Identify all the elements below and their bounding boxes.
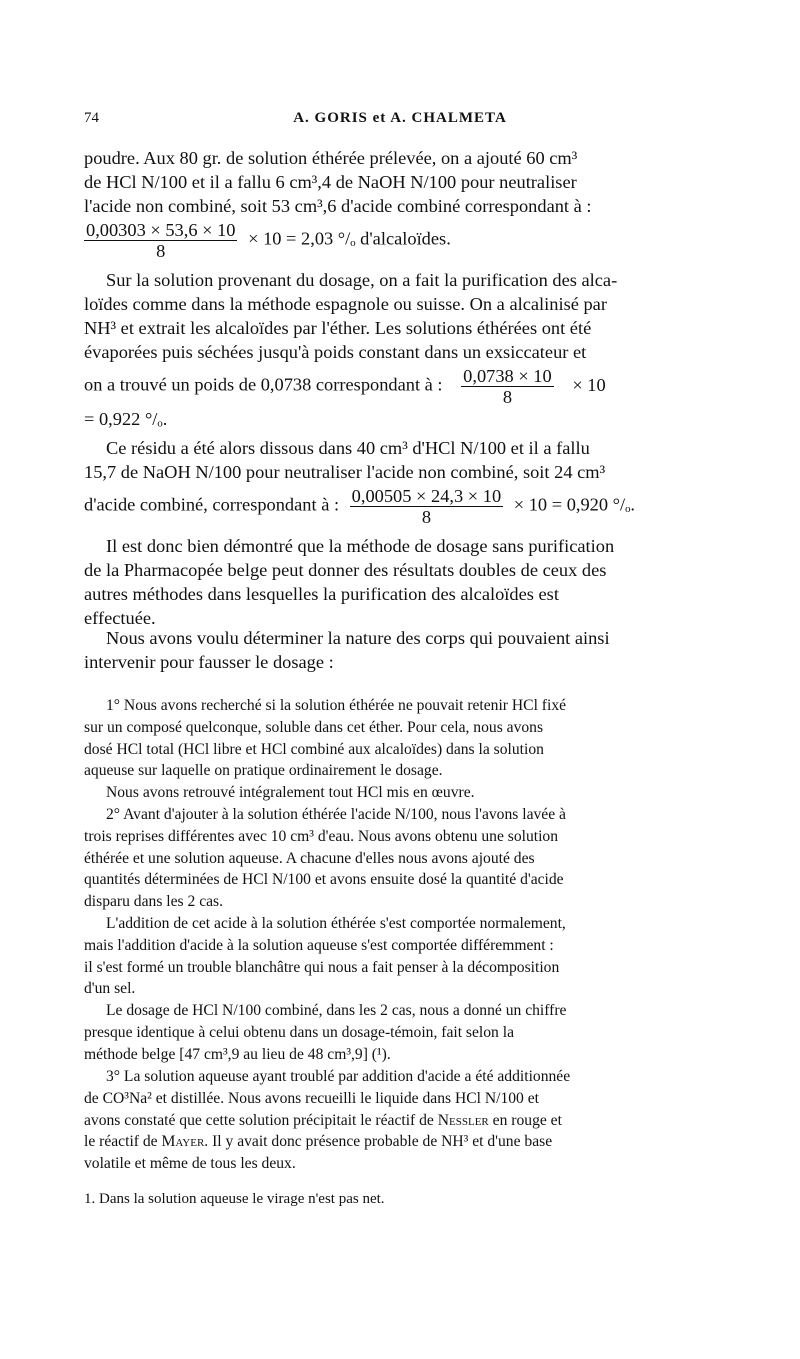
- text-line: de la Pharmacopée belge peut donner des résultats doubles de ceux des: [84, 560, 607, 580]
- text-span: le réactif de: [84, 1133, 162, 1151]
- paragraph-5: [84, 626, 716, 674]
- reagent-name: Mayer: [161, 1133, 205, 1151]
- fraction-denominator: 8: [156, 241, 166, 261]
- fraction: [461, 366, 554, 407]
- text-line: d'acide combiné, correspondant à :: [84, 494, 340, 515]
- text-line: loïdes comme dans la méthode espagnole ou suisse. On a alcalinisé par: [84, 294, 607, 314]
- page-number: 74: [84, 110, 99, 126]
- text-line: sur un composé quelconque, soluble dans cet éther. Pour cela, nous avons: [84, 718, 544, 736]
- text-line: volatile et même de tous les deux.: [84, 1155, 296, 1173]
- text-line: L'addition de cet acide à la solution éthérée s'est comportée normalement,: [106, 915, 566, 932]
- text-line: Nous avons retrouvé intégralement tout HCl mis en œuvre.: [106, 784, 475, 802]
- reagent-name: Nessler: [437, 1111, 489, 1129]
- paragraph-3: [84, 436, 716, 527]
- fraction-denominator: 8: [502, 387, 513, 407]
- text-line: autres méthodes dans lesquelles la purification des alcaloïdes est: [84, 584, 559, 604]
- paragraph-2: [84, 268, 716, 431]
- formula-line: [84, 366, 716, 407]
- text-line: méthode belge [47 cm³,9 au lieu de 48 cm³,9] (¹).: [84, 1045, 391, 1063]
- text-line: évaporées puis séchées jusqu'à poids constant dans un exsiccateur et: [84, 342, 587, 362]
- text-span: en rouge et: [488, 1111, 562, 1129]
- text-line: quantités déterminées de HCl N/100 et avons ensuite dosé la quantité d'acide: [84, 871, 564, 889]
- text-line: 15,7 de NaOH N/100 pour neutraliser l'acide non combiné, soit 24 cm³: [84, 462, 606, 482]
- fraction-numerator: 0,00303 × 53,6 × 10: [86, 220, 236, 240]
- running-header: [84, 110, 716, 134]
- text-line: effectuée.: [84, 608, 156, 628]
- text-line: l'acide non combiné, soit 53 cm³,6 d'acide combiné correspondant à :: [84, 196, 592, 216]
- text-line: trois reprises différentes avec 10 cm³ d'eau. Nous avons obtenu une solution: [84, 827, 559, 845]
- text-line: disparu dans les 2 cas.: [84, 893, 224, 911]
- text-line: intervenir pour fausser le dosage :: [84, 652, 334, 672]
- text-line: = 0,922 °/ₒ.: [84, 409, 168, 429]
- paragraph-1: [84, 146, 716, 261]
- text-line: il s'est formé un trouble blanchâtre qui nous a fait penser à la décomposition: [84, 958, 560, 976]
- text-line: éthérée et une solution aqueuse. A chacune d'elles nous avons ajouté des: [84, 849, 535, 867]
- formula-line: [84, 220, 716, 261]
- text-line: on a trouvé un poids de 0,0738 correspondant à :: [84, 374, 443, 395]
- formula-result: × 10: [572, 374, 606, 395]
- text-line: dosé HCl total (HCl libre et HCl combiné aux alcaloïdes) dans la solution: [84, 740, 544, 758]
- text-line: aqueuse sur laquelle on pratique ordinairement le dosage.: [84, 762, 443, 780]
- paragraph-4: [84, 534, 716, 630]
- fraction: [84, 220, 237, 261]
- text-line: 2° Avant d'ajouter à la solution éthérée l'acide N/100, nous l'avons lavée à: [106, 806, 566, 823]
- formula-result: × 10 = 2,03 °/ₒ d'alcaloïdes.: [248, 228, 451, 249]
- text-line: presque identique à celui obtenu dans un dosage-témoin, fait selon la: [84, 1023, 515, 1041]
- fraction-denominator: 8: [421, 507, 432, 527]
- text-line: d'un sel.: [84, 980, 136, 998]
- text-line: 1° Nous avons recherché si la solution éthérée ne pouvait retenir HCl fixé: [106, 697, 567, 714]
- text-line: de CO³Na² et distillée. Nous avons recueilli le liquide dans HCl N/100 et: [84, 1089, 539, 1107]
- text-line: [84, 1131, 716, 1153]
- fraction: [350, 486, 503, 527]
- text-line: poudre. Aux 80 gr. de solution éthérée prélevée, on a ajouté 60 cm³: [84, 148, 578, 168]
- text-line: Il est donc bien démontré que la méthode de dosage sans purification: [106, 536, 615, 556]
- section-3: [84, 913, 716, 1000]
- formula-line: [84, 486, 716, 527]
- section-5: [84, 1066, 716, 1175]
- text-line: mais l'addition d'acide à la solution aqueuse s'est comportée différemment :: [84, 936, 554, 954]
- text-span: . Il y avait donc présence probable de NH³ et d'une base: [204, 1133, 553, 1151]
- text-line: Nous avons voulu déterminer la nature des corps qui pouvaient ainsi: [106, 628, 610, 648]
- section-4: [84, 1000, 716, 1065]
- text-line: NH³ et extrait les alcaloïdes par l'éther. Les solutions éthérées ont été: [84, 318, 592, 338]
- text-line: Sur la solution provenant du dosage, on a fait la purification des alca-: [106, 270, 618, 290]
- formula-result: × 10 = 0,920 °/ₒ.: [513, 494, 636, 515]
- text-line: 3° La solution aqueuse ayant troublé par addition d'acide a été additionnée: [106, 1068, 571, 1085]
- section-1: [84, 695, 716, 804]
- text-line: Le dosage de HCl N/100 combiné, dans les 2 cas, nous a donné un chiffre: [106, 1002, 567, 1019]
- fraction-numerator: 0,00505 × 24,3 × 10: [351, 486, 502, 506]
- footnote: 1. Dans la solution aqueuse le virage n'est pas net.: [84, 1191, 385, 1207]
- text-span: avons constaté que cette solution précipitait le réactif de: [84, 1111, 438, 1129]
- text-line: Ce résidu a été alors dissous dans 40 cm³ d'HCl N/100 et il a fallu: [106, 438, 590, 458]
- section-2: [84, 804, 716, 913]
- text-line: de HCl N/100 et il a fallu 6 cm³,4 de NaOH N/100 pour neutraliser: [84, 172, 577, 192]
- running-title: A. GORIS et A. CHALMETA: [293, 110, 507, 126]
- fraction-numerator: 0,0738 × 10: [463, 366, 552, 386]
- text-line: [84, 1110, 716, 1132]
